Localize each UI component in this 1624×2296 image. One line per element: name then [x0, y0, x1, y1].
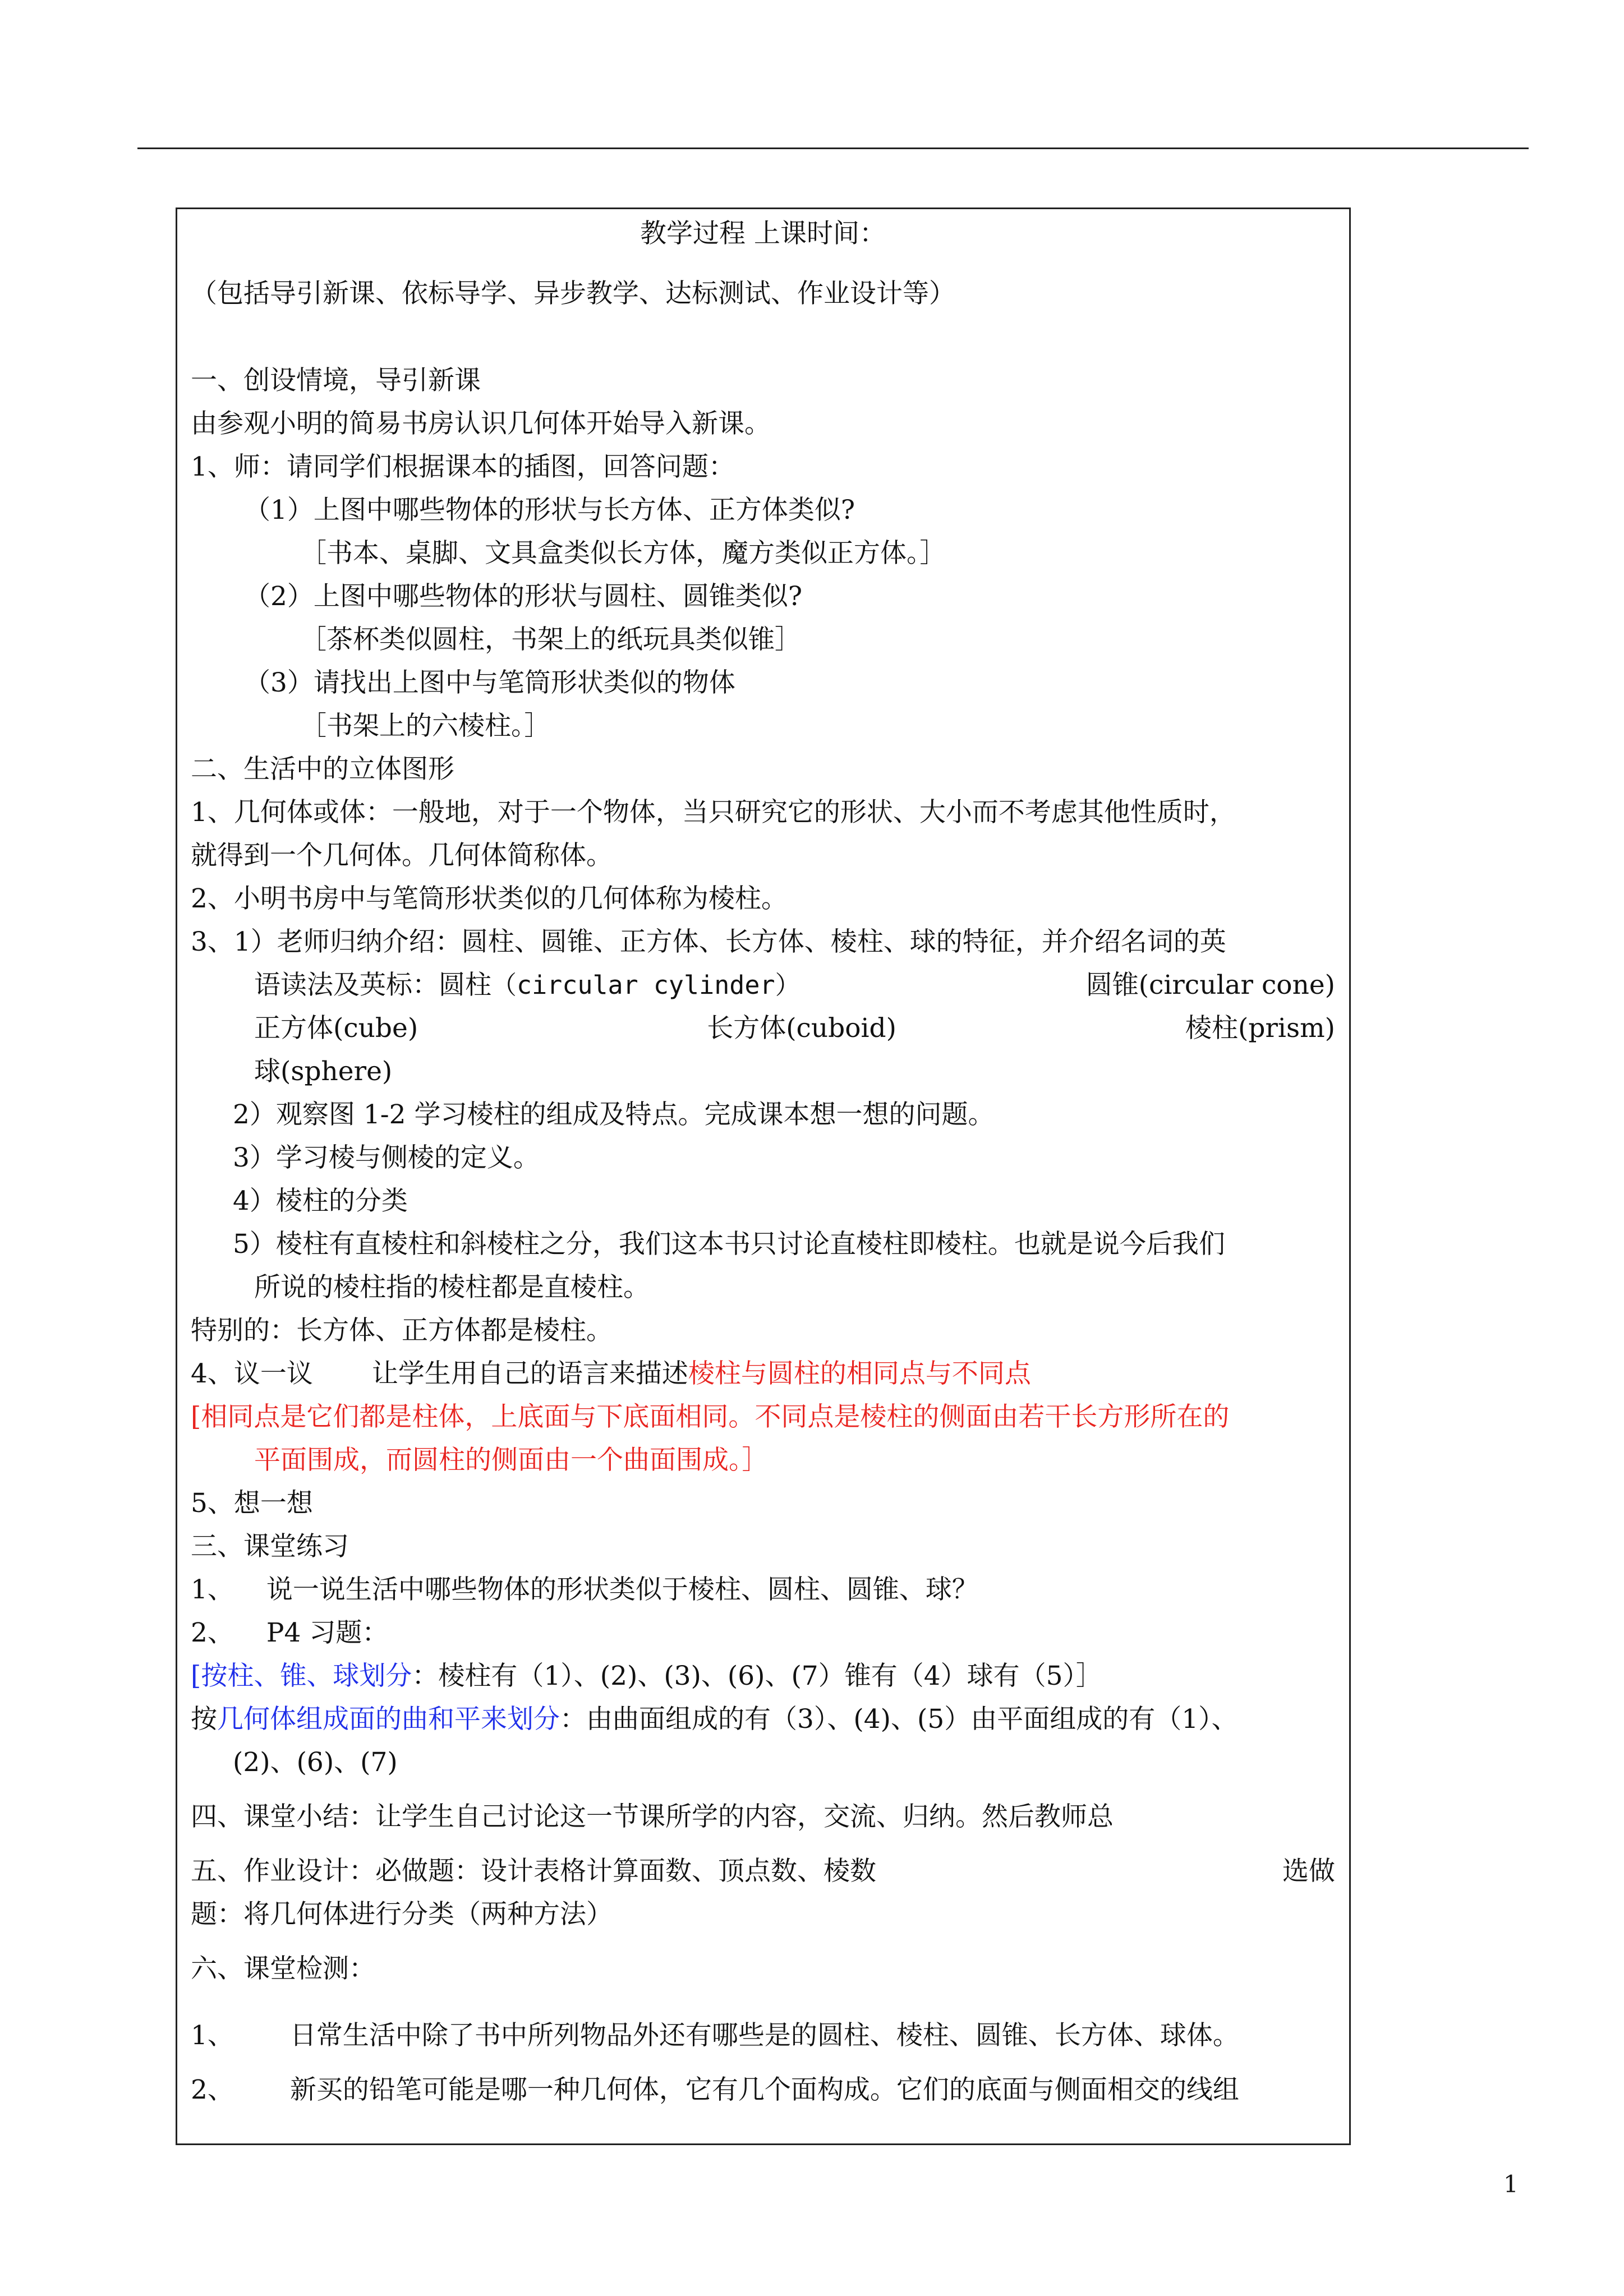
page-number: 1: [1503, 2170, 1519, 2198]
question: （2）上图中哪些物体的形状与圆柱、圆锥类似?: [244, 581, 803, 612]
vocab-cylinder: 语读法及英标：圆柱（circular cylinder）: [254, 970, 801, 1001]
question: （3）请找出上图中与笔筒形状类似的物体: [244, 667, 735, 698]
paragraph: 5）棱柱有直棱柱和斜棱柱之分，我们这本书只讨论直棱柱即棱柱。也就是说今后我们: [233, 1229, 1225, 1260]
s3-heading: 三、课堂练习: [191, 1531, 349, 1562]
vocab-cuboid: 长方体(cuboid): [707, 1013, 896, 1044]
answer-red: [相同点是它们都是柱体，上底面与下底面相同。不同点是棱柱的侧面由若干长方形所在的: [191, 1401, 1230, 1432]
vocab-line: [191, 1007, 1335, 1050]
s1-heading: 一、创设情境，导引新课: [191, 365, 481, 396]
answer: ［茶杯类似圆柱，书架上的纸玩具类似锥］: [300, 624, 801, 655]
s1-line: 1、师：请同学们根据课本的插图，回答问题：: [191, 451, 735, 482]
s6-heading: 六、课堂检测：: [191, 1953, 375, 1984]
exercise-item: 2、 P4 习题：: [191, 1617, 389, 1648]
exercise-item: 1、 说一说生活中哪些物体的形状类似于棱柱、圆柱、圆锥、球？: [191, 1574, 978, 1605]
question: （1）上图中哪些物体的形状与长方体、正方体类似?: [244, 495, 855, 525]
test-item: 1、 日常生活中除了书中所列物品外还有哪些是的圆柱、棱柱、圆锥、长方体、球体。: [191, 2020, 1239, 2051]
classify-method: 按柱、锥、球划分: [201, 1661, 412, 1691]
paragraph: 特别的：长方体、正方体都是棱柱。: [191, 1315, 613, 1346]
vocab-cone: 圆锥(circular cone): [1085, 970, 1335, 1001]
paragraph: 所说的棱柱指的棱柱都是直棱柱。: [254, 1272, 650, 1303]
paragraph: 就得到一个几何体。几何体简称体。: [191, 840, 613, 871]
classify-method: 几何体组成面的曲和平来划分: [217, 1704, 560, 1735]
vocab-cube: 正方体(cube): [254, 1013, 418, 1044]
answer-red: 平面围成，而圆柱的侧面由一个曲面围成。］: [254, 1445, 769, 1476]
header-rule: [137, 147, 1529, 149]
s5-homework: 五、作业设计：必做题：设计表格计算面数、顶点数、棱数 选做: [191, 1856, 1335, 1887]
answer: ［书架上的六棱柱。］: [300, 711, 551, 741]
section-title: 教学过程 上课时间：: [640, 218, 886, 249]
paragraph: 1、几何体或体：一般地，对于一个物体，当只研究它的形状、大小而不考虑其他性质时，: [191, 797, 1236, 828]
paragraph: 2）观察图 1-2 学习棱柱的组成及特点。完成课本想一想的问题。: [233, 1099, 995, 1130]
vocab-prism: 棱柱(prism): [1185, 1013, 1335, 1044]
intro-note: （包括导引新课、依标导学、异步教学、达标测试、作业设计等）: [191, 278, 955, 309]
s5-homework-cont: 题：将几何体进行分类（两种方法）: [191, 1899, 613, 1930]
vocab-sphere: 球(sphere): [254, 1056, 393, 1087]
vocab-line: [191, 963, 1335, 1007]
paragraph: 3）学习棱与侧棱的定义。: [233, 1142, 540, 1173]
classify-line: 按几何体组成面的曲和平来划分：由曲面组成的有（3）、(4)、(5）由平面组成的有（1）、: [191, 1704, 1238, 1735]
paragraph: 3、1）老师归纳介绍：圆柱、圆锥、正方体、长方体、棱柱、球的特征，并介绍名词的英: [191, 926, 1226, 957]
paragraph: 4）棱柱的分类: [233, 1186, 408, 1216]
test-item: 2、 新买的铅笔可能是哪一种几何体，它有几个面构成。它们的底面与侧面相交的线组: [191, 2074, 1239, 2105]
lesson-content: [191, 212, 1335, 2111]
paragraph: 5、想一想: [191, 1488, 313, 1519]
s4-summary: 四、课堂小结：让学生自己讨论这一节课所学的内容，交流、归纳。然后教师总: [191, 1801, 1114, 1832]
discuss-line: 4、议一议 让学生用自己的语言来描述棱柱与圆柱的相同点与不同点: [191, 1358, 1031, 1389]
paragraph: 2、小明书房中与笔筒形状类似的几何体称为棱柱。: [191, 883, 788, 914]
classify-line: [按柱、锥、球划分：棱柱有（1）、(2)、(3)、(6)、(7）锥有（4）球有（5）］: [191, 1661, 1103, 1691]
answer: ［书本、桌脚、文具盒类似长方体，魔方类似正方体。］: [300, 538, 946, 569]
s1-line: 由参观小明的简易书房认识几何体开始导入新课。: [191, 408, 771, 439]
classify-cont: (2)、(6)、(7): [233, 1747, 398, 1778]
s2-heading: 二、生活中的立体图形: [191, 754, 454, 785]
highlight-text: 棱柱与圆柱的相同点与不同点: [688, 1358, 1031, 1389]
